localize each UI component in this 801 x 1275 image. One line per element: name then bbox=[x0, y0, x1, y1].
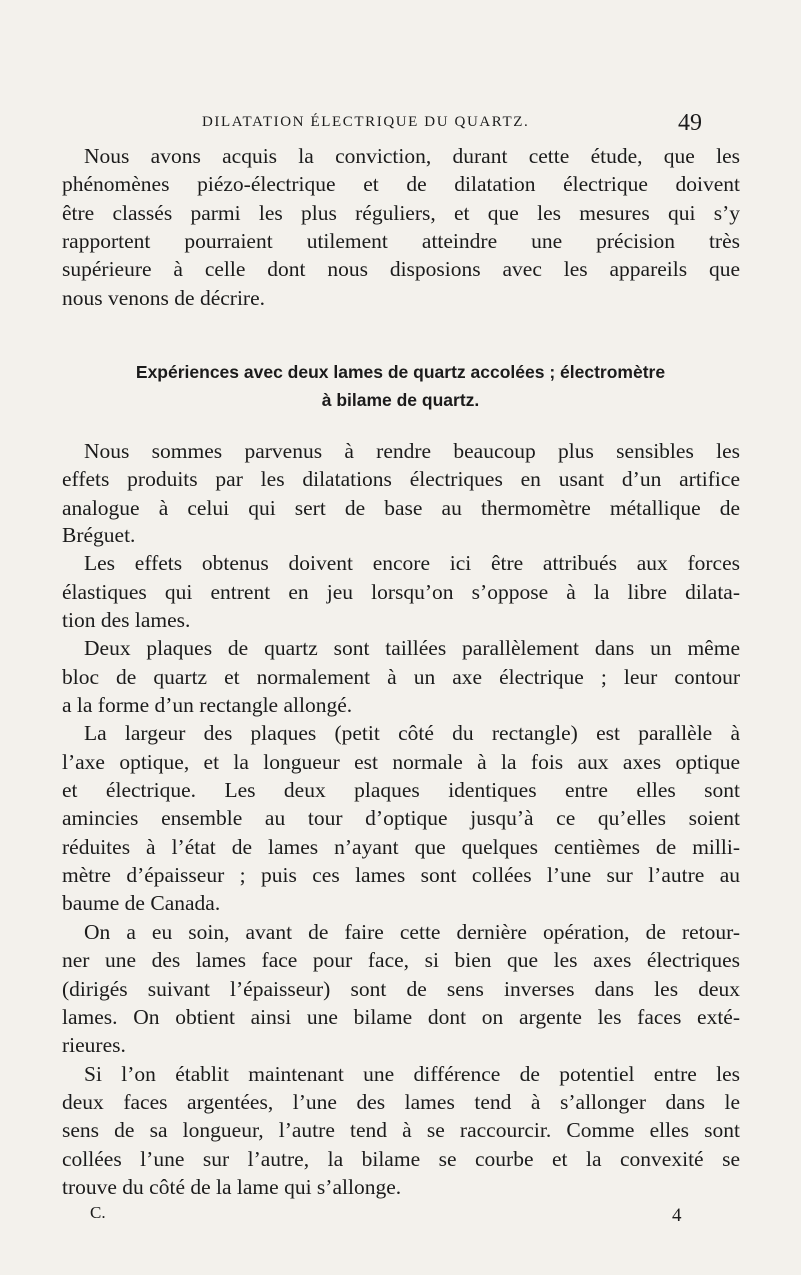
paragraph-2-line-4: Bréguet. bbox=[62, 523, 136, 547]
section-heading-line-2: à bilame de quartz. bbox=[321, 390, 480, 410]
paragraph-4-line-3: a la forme d’un rectangle allongé. bbox=[62, 693, 353, 717]
paragraph-7-line-5: trouve du côté de la lame qui s’allonge. bbox=[62, 1175, 402, 1199]
paragraph-5-line-7: baume de Canada. bbox=[62, 891, 221, 915]
page-number: 49 bbox=[678, 110, 702, 136]
paragraph-5-line-5: réduites à l’état de lames n’ayant que quelques centièmes de milli- bbox=[62, 835, 740, 859]
paragraph-6-line-3: (dirigés suivant l’épaisseur) sont de sens inverses dans les deux bbox=[62, 977, 740, 1001]
paragraph-1-line-2: phénomènes piézo-électrique et de dilatation électrique doivent bbox=[62, 172, 740, 196]
paragraph-1-line-3: être classés parmi les plus réguliers, et que les mesures qui s’y bbox=[62, 201, 740, 225]
paragraph-4-line-1: Deux plaques de quartz sont taillées parallèlement dans un même bbox=[84, 636, 740, 660]
paragraph-6-line-5: rieures. bbox=[62, 1033, 126, 1057]
paragraph-1-line-6: nous venons de décrire. bbox=[62, 286, 265, 310]
signature-right: 4 bbox=[672, 1205, 682, 1226]
paragraph-2-line-3: analogue à celui qui sert de base au thermomètre métallique de bbox=[62, 496, 740, 520]
paragraph-7-line-1: Si l’on établit maintenant une différence de potentiel entre les bbox=[84, 1062, 740, 1086]
signature-left: C. bbox=[90, 1203, 106, 1222]
paragraph-1-line-5: supérieure à celle dont nous disposions avec les appareils que bbox=[62, 257, 740, 281]
paragraph-7-line-4: collées l’une sur l’autre, la bilame se courbe et la convexité se bbox=[62, 1147, 740, 1171]
paragraph-3-line-3: tion des lames. bbox=[62, 608, 191, 632]
paragraph-6-line-2: ner une des lames face pour face, si bien que les axes électriques bbox=[62, 948, 740, 972]
running-header bbox=[0, 110, 801, 140]
paragraph-5-line-4: amincies ensemble au tour d’optique jusqu’à ce qu’elles soient bbox=[62, 806, 740, 830]
paragraph-7-line-3: sens de sa longueur, l’autre tend à se raccourcir. Comme elles sont bbox=[62, 1118, 740, 1142]
paragraph-5-line-6: mètre d’épaisseur ; puis ces lames sont collées l’une sur l’autre au bbox=[62, 863, 740, 887]
paragraph-5-line-2: l’axe optique, et la longueur est normale à la fois aux axes optique bbox=[62, 750, 740, 774]
paragraph-5-line-1: La largeur des plaques (petit côté du rectangle) est parallèle à bbox=[84, 721, 740, 745]
paragraph-1-line-1: Nous avons acquis la conviction, durant cette étude, que les bbox=[84, 144, 740, 168]
signature-mark bbox=[0, 1203, 801, 1233]
paragraph-3-line-1: Les effets obtenus doivent encore ici être attribués aux forces bbox=[84, 551, 740, 575]
paragraph-1-line-4: rapportent pourraient utilement atteindre une précision très bbox=[62, 229, 740, 253]
paragraph-4-line-2: bloc de quartz et normalement à un axe électrique ; leur contour bbox=[62, 665, 740, 689]
paragraph-6-line-1: On a eu soin, avant de faire cette dernière opération, de retour- bbox=[84, 920, 740, 944]
section-heading-line-1: Expériences avec deux lames de quartz accolées ; électromètre bbox=[135, 362, 666, 382]
paragraph-6-line-4: lames. On obtient ainsi une bilame dont on argente les faces exté- bbox=[62, 1005, 740, 1029]
paragraph-2-line-2: effets produits par les dilatations électriques en usant d’un artifice bbox=[62, 467, 740, 491]
paragraph-5-line-3: et électrique. Les deux plaques identiques entre elles sont bbox=[62, 778, 740, 802]
paragraph-3-line-2: élastiques qui entrent en jeu lorsqu’on s’oppose à la libre dilata- bbox=[62, 580, 740, 604]
running-title: DILATATION ÉLECTRIQUE DU QUARTZ. bbox=[202, 114, 530, 130]
paragraph-2-line-1: Nous sommes parvenus à rendre beaucoup plus sensibles les bbox=[84, 439, 740, 463]
paragraph-7-line-2: deux faces argentées, l’une des lames tend à s’allonger dans le bbox=[62, 1090, 740, 1114]
